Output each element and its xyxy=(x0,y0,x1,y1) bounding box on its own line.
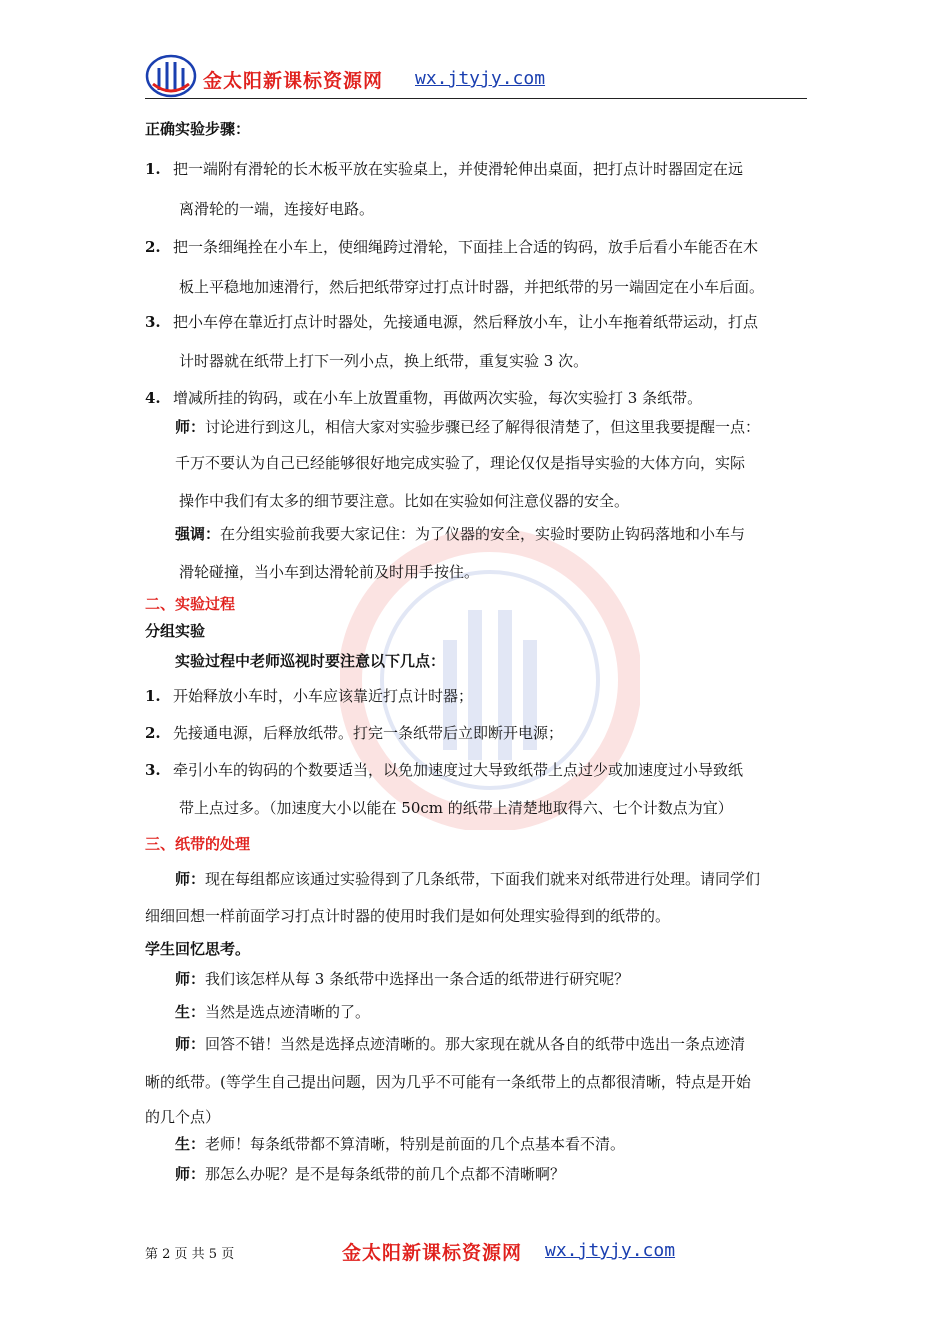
speaker-label: 师： xyxy=(175,870,206,888)
text-line xyxy=(145,158,743,180)
line-text: 把小车停在靠近打点计时器处，先接通电源，然后释放小车，让小车拖着纸带运动，打点 xyxy=(173,313,759,331)
line-text: 操作中我们有太多的细节要注意。比如在实验如何注意仪器的安全。 xyxy=(179,492,630,510)
line-text: 分组实验 xyxy=(145,622,206,640)
line-text: 学生回忆思考。 xyxy=(145,940,251,958)
speaker-label: 师： xyxy=(175,418,206,436)
line-text: 把一条细绳拴在小车上，使细绳跨过滑轮，下面挂上合适的钩码，放手后看小车能否在木 xyxy=(173,238,759,256)
line-text: 晰的纸带。(等学生自己提出问题，因为几乎不可能有一条纸带上的点都很清晰，特点是开始 xyxy=(145,1073,751,1091)
line-text: 牵引小车的钩码的个数要适当，以免加速度过大导致纸带上点过少或加速度过小导致纸 xyxy=(173,761,744,779)
line-text: 板上平稳地加速滑行，然后把纸带穿过打点计时器，并把纸带的另一端固定在小车后面。 xyxy=(179,278,765,296)
line-text: 离滑轮的一端，连接好电路。 xyxy=(179,200,375,218)
footer-url-link[interactable]: wx.jtyjy.com xyxy=(545,1240,676,1261)
line-text: 带上点过多。（加速度大小以能在 50cm 的纸带上清楚地取得六、七个计数点为宜） xyxy=(179,799,733,817)
text-line xyxy=(145,620,205,642)
text-line xyxy=(145,236,758,258)
text-line xyxy=(179,797,733,819)
speaker-label: 师： xyxy=(175,970,206,988)
page-number: 第 2 页 共 5 页 xyxy=(145,1247,235,1262)
line-text: 先接通电源，后释放纸带。打完一条纸带后立即断开电源； xyxy=(173,724,564,742)
list-number: 3. xyxy=(145,313,161,331)
header-brand: 金太阳新课标资源网 xyxy=(203,70,384,92)
text-line xyxy=(145,905,670,927)
line-text: 在分组实验前我要大家记住：为了仪器的安全，实验时要防止钩码落地和小车与 xyxy=(220,525,746,543)
list-number: 1. xyxy=(145,160,161,178)
text-line xyxy=(145,387,702,409)
text-line xyxy=(145,1106,220,1128)
footer-brand: 金太阳新课标资源网 xyxy=(342,1242,523,1264)
text-line xyxy=(179,350,588,372)
page-header xyxy=(145,52,807,99)
text-line xyxy=(145,938,250,960)
text-line xyxy=(145,1071,751,1093)
text-line xyxy=(179,198,374,220)
text-line xyxy=(145,759,743,781)
text-line xyxy=(145,118,250,140)
text-line xyxy=(179,490,629,512)
line-text: 那怎么办呢？是不是每条纸带的前几个点都不清晰啊？ xyxy=(205,1165,566,1183)
line-text: 回答不错！当然是选择点迹清晰的。那大家现在就从各自的纸带中选出一条点迹清 xyxy=(205,1035,746,1053)
line-text: 讨论进行到这儿，相信大家对实验步骤已经了解得很清楚了，但这里我要提醒一点： xyxy=(205,418,761,436)
line-text: 实验过程中老师巡视时要注意以下几点： xyxy=(175,652,446,670)
speaker-label: 师： xyxy=(175,1165,206,1183)
speaker-label: 生： xyxy=(175,1135,206,1153)
text-line xyxy=(179,561,479,583)
line-text: 正确实验步骤： xyxy=(145,120,251,138)
line-text: 的几个点） xyxy=(145,1108,221,1126)
list-number: 3. xyxy=(145,761,161,779)
text-line xyxy=(145,833,250,855)
text-line xyxy=(175,1033,745,1055)
line-text: 滑轮碰撞，当小车到达滑轮前及时用手按住。 xyxy=(179,563,480,581)
line-text: 千万不要认为自己已经能够很好地完成实验了，理论仅仅是指导实验的大体方向，实际 xyxy=(175,454,746,472)
line-text: 把一端附有滑轮的长木板平放在实验桌上，并使滑轮伸出桌面，把打点计时器固定在远 xyxy=(173,160,744,178)
line-text: 二、实验过程 xyxy=(145,595,236,613)
list-number: 1. xyxy=(145,687,161,705)
list-number: 4. xyxy=(145,389,161,407)
text-line xyxy=(175,523,745,545)
line-text: 老师！每条纸带都不算清晰，特别是前面的几个点基本看不清。 xyxy=(205,1135,626,1153)
logo-icon xyxy=(145,54,197,98)
line-text: 细细回想一样前面学习打点计时器的使用时我们是如何处理实验得到的纸带的。 xyxy=(145,907,671,925)
line-text: 增减所挂的钩码，或在小车上放置重物，再做两次实验，每次实验打 3 条纸带。 xyxy=(173,389,703,407)
line-text: 现在每组都应该通过实验得到了几条纸带，下面我们就来对纸带进行处理。请同学们 xyxy=(205,870,761,888)
line-text: 计时器就在纸带上打下一列小点，换上纸带，重复实验 3 次。 xyxy=(179,352,589,370)
text-line xyxy=(145,311,758,333)
text-line xyxy=(175,968,629,990)
line-text: 三、纸带的处理 xyxy=(145,835,251,853)
line-text: 开始释放小车时，小车应该靠近打点计时器； xyxy=(173,687,474,705)
text-line xyxy=(175,1163,565,1185)
text-line xyxy=(175,868,760,890)
line-text: 我们该怎样从每 3 条纸带中选择出一条合适的纸带进行研究呢？ xyxy=(205,970,630,988)
text-line xyxy=(175,416,760,438)
text-line xyxy=(145,685,473,707)
text-line xyxy=(175,650,445,672)
speaker-label: 生： xyxy=(175,1003,206,1021)
text-line xyxy=(145,722,563,744)
speaker-label: 强调： xyxy=(175,525,221,543)
text-line xyxy=(175,452,745,474)
speaker-label: 师： xyxy=(175,1035,206,1053)
list-number: 2. xyxy=(145,724,161,742)
list-number: 2. xyxy=(145,238,161,256)
text-line xyxy=(179,276,764,298)
text-line xyxy=(175,1001,370,1023)
header-url-link[interactable]: wx.jtyjy.com xyxy=(415,68,546,89)
line-text: 当然是选点迹清晰的了。 xyxy=(205,1003,371,1021)
text-line xyxy=(145,593,235,615)
text-line xyxy=(175,1133,625,1155)
